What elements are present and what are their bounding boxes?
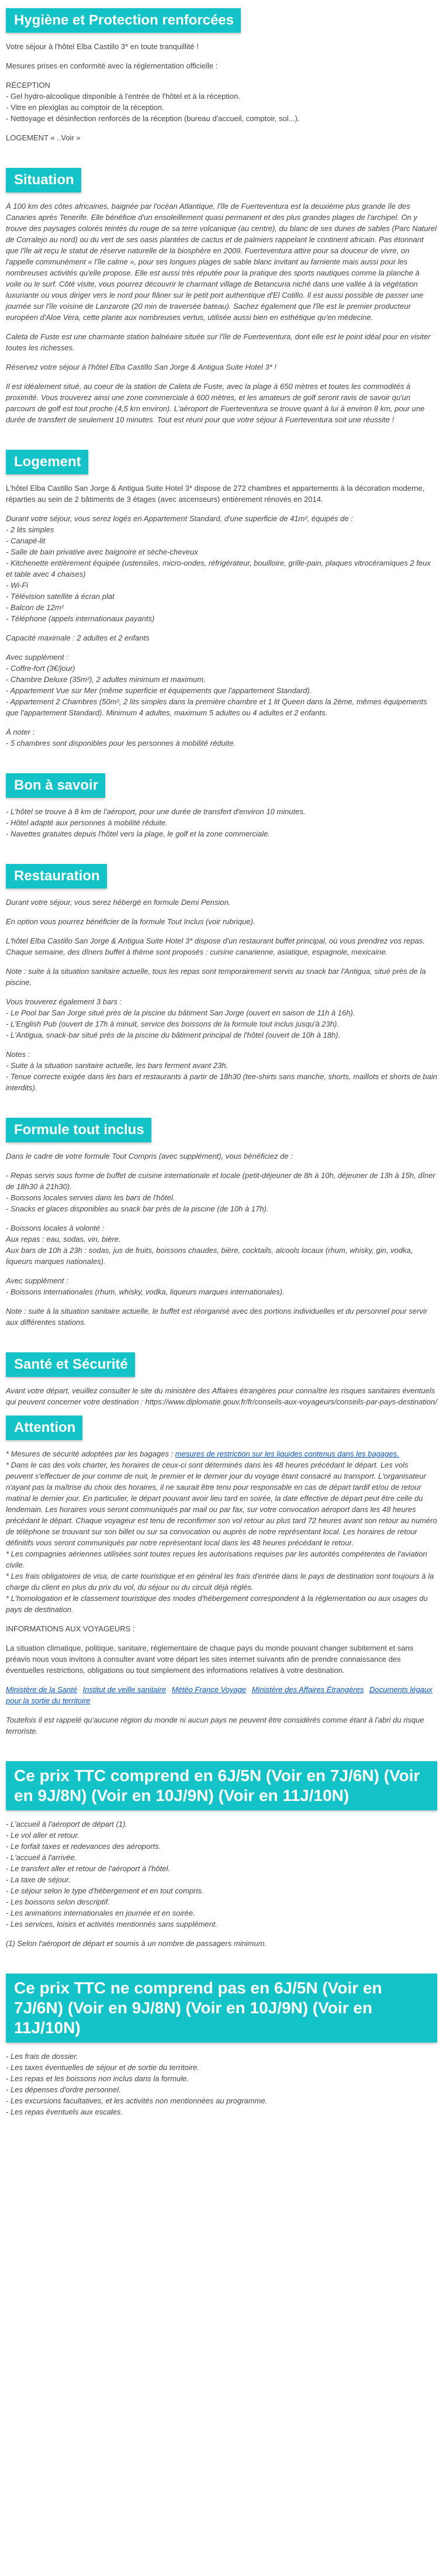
- link-documents-legaux[interactable]: Documents légaux pour la sortie du territoire: [6, 1685, 432, 1705]
- attention-lead: [6, 1448, 437, 1615]
- equipment-item: - Kitchenette entièrement équipée (ustensiles, micro-ondes, réfrigérateur, bouilloire, grille-pain, plaques vitrocéramiques 2 feux et table avec 4 chaises): [6, 559, 431, 578]
- restauration-paragraph: Durant votre séjour, vous serez hébergé en formule Demi Pension.: [6, 898, 231, 907]
- bon-item: - L'hôtel se trouve à 8 km de l'aéroport, pour une durée de transfert d'environ 10 minutes.: [6, 807, 306, 816]
- restauration-notes: [6, 1049, 437, 1093]
- excluded-item: - Les taxes éventuelles de séjour et de sortie du territoire.: [6, 2063, 199, 2072]
- situation-paragraph: À 100 km des côtes africaines, baignée par l'océan Atlantique, l'île de Fuerteventura est la deuxième plus grande île des Canaries après Tenerife. Elle bénéficie d'un ensoleillement quasi permanent et des plus grandes plages de l'archipel. On y trouve des paysages colorés teintés du rouge de sa terre volcanique (au centre), du blanc de ses dunes de sables (Parc Naturel de Corralejo au nord) ou du vert de ses oasis plantées de cactus et de palmiers rappelant le continent africain. Pas étonnant que l'île ait reçu le statut de réserve naturelle de la biosphère en 2009. Fuerteventura attire pour sa douceur de vivre, on l'appelle communément « l'île calme », pour ses longues plages de sable blanc invitant au farniente mais aussi pour les nombreuses activités qu'elle propose. Elle est aussi très réputée pour la pratique des sports nautiques comme la planche à voile ou le surf. Côté visite, vous pourrez découvrir le charmant village de Betancuria niché dans une vallée à la végétation luxuriante ou vous diriger vers le nord pour flâner sur le petit port authentique d'El Cotillo. Il est aussi possible de passer une journée sur l'île voisine de Lanzarote (20 min de traversée bateau). Sachez également que l'île est le premier producteur européen d'Aloe Vera, cette plante aux nombreuses vertus, utilisée aussi bien en esthétique qu'en médecine.: [6, 202, 437, 322]
- formule-drinks: [6, 1222, 437, 1267]
- hygiene-line: - Gel hydro-alcoolique disponible à l'entrée de l'hôtel et à la réception.: [6, 92, 240, 101]
- included-item: - Le vol aller et retour.: [6, 1831, 79, 1840]
- supplement-item: - Boissons internationales (rhum, whisky, vodka, liqueurs marques internationales).: [6, 1287, 285, 1296]
- logement-paragraph: L'hôtel Elba Castillo San Jorge & Antigua Suite Hotel 3* dispose de 272 chambres et appartements à la décoration moderne, réparties au sein de 2 bâtiments de 3 étages (avec ascenseurs) entièrement rénovés en 2014.: [6, 484, 425, 504]
- bar-item: - Le Pool bar San Jorge situé près de la piscine du bâtiment San Jorge (ouvert en saison de 11h à 16h).: [6, 1008, 355, 1017]
- attention-title: Attention: [6, 1416, 82, 1440]
- restauration-paragraph: En option vous pourrez bénéficier de la formule Tout Inclus (voir rubrique).: [6, 917, 255, 926]
- logement-equipment-list: [6, 513, 437, 624]
- included-item: - L'accueil à l'aéroport de départ (1).: [6, 1820, 128, 1828]
- logement-capacity: Capacité maximale : 2 adultes et 2 enfants: [6, 633, 150, 642]
- equipment-item: - Téléphone (appels internationaux payants): [6, 614, 155, 623]
- info-paragraph: La situation climatique, politique, sanitaire, réglementaire de chaque pays du monde pouvant changer subitement et sans préavis nous vous invitons à consulter avant votre départ les sites internet suivants afin de prendre connaissance des éventuelles restrictions, obligations ou tout simplement des informations relatives à votre destination.: [6, 1644, 414, 1675]
- formule-list: [6, 1170, 437, 1214]
- logement-note: [6, 726, 437, 749]
- excluded-item: - Les frais de dossier.: [6, 2052, 78, 2061]
- sante-paragraph: Avant votre départ, veuillez consulter le site du ministère des Affaires étrangères pour connaître les risques sanitaires éventuels qui peuvent concerner votre destination : https://www.diplomatie.gouv.fr/fr/conseils-aux-voyageurs/conseils-par-pays-destination/: [6, 1386, 438, 1406]
- prix-comprend-list: [6, 1819, 437, 1930]
- prix-comprend-title: Ce prix TTC comprend en 6J/5N (Voir en 7J/6N) (Voir en 9J/8N) (Voir en 10J/9N) (Voir en 11J/10N): [6, 1761, 437, 1810]
- equipment-item: - 2 lits simples: [6, 525, 54, 534]
- hygiene-line: - Vitre en plexiglas au comptoir de la réception.: [6, 103, 164, 112]
- attention-paragraph: * L'homologation et le classement touristique des modes d'hébergement correspondent à la réglementation ou aux usages du pays de destination.: [6, 1594, 428, 1614]
- included-item: - Le transfert aller et retour de l'aéroport à l'hôtel.: [6, 1864, 170, 1873]
- situation-paragraph: Caleta de Fuste est une charmante station balnéaire située sur l'île de Fuerteventura, dont elle est le point idéal pour en visiter toutes les richesses.: [6, 332, 431, 352]
- note-item: - 5 chambres sont disponibles pour les personnes à mobilité réduite.: [6, 739, 236, 748]
- included-item: - Les boissons selon descriptif.: [6, 1897, 110, 1906]
- attention-lead-text: * Mesures de sécurité adoptées par les bagages :: [6, 1449, 174, 1458]
- restauration-title: Restauration: [6, 864, 107, 888]
- excluded-item: - Les repas et les boissons non inclus dans la formule.: [6, 2074, 189, 2083]
- formule-title: Formule tout inclus: [6, 1118, 151, 1142]
- included-item: - Les animations internationales en journée et en soirée.: [6, 1909, 195, 1917]
- formule-supplement: [6, 1275, 437, 1297]
- supplement-item: - Coffre-fort (3€/jour): [6, 664, 75, 673]
- link-meteo-france[interactable]: Météo France Voyage: [171, 1685, 247, 1694]
- attention-paragraph: * Dans le cas des vols charter, les horaires de ceux-ci sont déterminés dans les 48 heures précédant le départ. Les vols peuvent s'effectuer de jour comme de nuit, le premier et le dernier jour du voyage étant consacré au transport. L'organisateur n'ayant pas la maîtrise du choix des horaires, il ne saurait être tenu pour responsable en cas de départ tardif et/ou de retour matinal le dernier jour. En particulier, le départ pouvant avoir lieu tard en soirée, la date effective de départ peut être celle du lendemain. Les horaires vous seront communiqués par mail ou par fax, sur votre convocation aéroport dans les 48 heures précédant le départ. Chaque voyageur est tenu de reconfirmer son vol retour au plus tard 72 heures avant son retour au numéro de téléphone se trouvant sur son billet ou sur sa convocation ou auprès de notre représentant local. Les horaires de retour définitifs vous seront communiqués par notre représentant local dans les 48 heures précédant le retour.: [6, 1461, 437, 1547]
- supplement-heading: Avec supplément :: [6, 653, 68, 662]
- formule-note: Note : suite à la situation sanitaire actuelle, le buffet est réorganisé avec des portions individuelles et du personnel pour servir aux différentes stations.: [6, 1307, 428, 1327]
- attention-paragraph: * Les frais obligatoires de visa, de carte touristique et en général les frais d'entrée dans le pays de destination sont toujours à la charge du client en plus du prix du vol, du séjour ou du circuit déjà réglés.: [6, 1572, 434, 1592]
- drinks-item: Aux repas : eau, sodas, vin, bière.: [6, 1235, 121, 1244]
- excluded-item: - Les excursions facultatives, et les activités non mentionnées au programme.: [6, 2096, 268, 2105]
- hygiene-line: - Nettoyage et désinfection renforcés de la réception (bureau d'accueil, comptoir, sol...).: [6, 114, 300, 123]
- restauration-paragraph: Note : suite à la situation sanitaire actuelle, tous les repas sont temporairement servis au snack bar l'Antigua, situé près de la piscine.: [6, 967, 426, 987]
- drinks-heading: - Boissons locales à volonté :: [6, 1224, 105, 1232]
- included-item: - Le forfait taxes et redevances des aéroports.: [6, 1842, 161, 1851]
- equipment-item: - Salle de bain privative avec baignoire et sèche-cheveux: [6, 547, 198, 556]
- restauration-paragraph: L'hôtel Elba Castillo San Jorge & Antigua Suite Hotel 3* dispose d'un restaurant buffet principal, où vous prendrez vos repas. Chaque semaine, des dîners buffet à thème sont proposés : cuisine canarienne, asiatique, espagnole, mexicaine.: [6, 936, 425, 956]
- bar-item: - L'Antigua, snack-bar situé près de la piscine du bâtiment principal de l'hôtel (ouvert de 10h à 18h).: [6, 1031, 341, 1039]
- equipment-item: - Télévision satellite à écran plat: [6, 592, 115, 601]
- logement-title: Logement: [6, 450, 88, 474]
- attention-paragraph: * Les compagnies aériennes utilisées sont toutes reçues les autorisations requises par les autorités compétentes de l'aviation civile.: [6, 1549, 427, 1569]
- prix-ne-comprend-pas-list: [6, 2051, 437, 2117]
- hygiene-title: Hygiène et Protection renforcées: [6, 8, 241, 33]
- hygiene-measures: Mesures prises en conformité avec la réglementation officielle :: [6, 61, 218, 70]
- prix-comprend-note: (1) Selon l'aéroport de départ et soumis à un nombre de passagers minimum.: [6, 1939, 267, 1948]
- sante-title: Santé et Sécurité: [6, 1352, 135, 1377]
- included-item: - Le séjour selon le type d'hébergement et en tout compris.: [6, 1886, 204, 1895]
- bon-item: - Navettes gratuites depuis l'hôtel vers la plage, le golf et la zone commerciale.: [6, 829, 270, 838]
- excluded-item: - Les repas éventuels aux escales.: [6, 2107, 123, 2116]
- hygiene-reception: [6, 80, 437, 124]
- note-item: - Suite à la situation sanitaire actuelle, les bars ferment avant 23h.: [6, 1061, 229, 1070]
- supplement-item: - Appartement 2 Chambres (50m², 2 lits simples dans la première chambre et 1 lit Queen dans la 2ème, mêmes équipements que l'appartement Standard). Minimum 4 adultes, maximum 5 adultes ou 4 adultes et 2 enfants.: [6, 697, 427, 717]
- info-links: [6, 1684, 437, 1706]
- formule-item: - Repas servis sous forme de buffet de cuisine internationale et locale (petit-déjeuner de 8h à 10h, déjeuner de 13h à 15h, dîner de 18h30 à 21h30).: [6, 1171, 435, 1191]
- formule-item: - Boissons locales servies dans les bars de l'hôtel.: [6, 1193, 175, 1202]
- link-affaires-etrangeres[interactable]: Ministère des Affaires Étrangères: [251, 1685, 364, 1694]
- situation-title: Situation: [6, 168, 81, 192]
- situation-paragraph: Réservez votre séjour à l'hôtel Elba Castillo San Jorge & Antigua Suite Hotel 3* !: [6, 363, 277, 371]
- logement-supplements: [6, 652, 437, 718]
- bar-item: - L'English Pub (ouvert de 17h à minuit, service des boissons de la formule tout inclus jusqu'à 23h).: [6, 1020, 340, 1028]
- notes-heading: Notes :: [6, 1050, 30, 1059]
- bon-item: - Hôtel adapté aux personnes à mobilité réduite.: [6, 818, 168, 827]
- drinks-item: Aux bars de 10h à 23h : sodas, jus de fruits, boissons chaudes, bière, cocktails, alcools locaux (rhum, whisky, gin, vodka, liqueurs marques nationales).: [6, 1246, 413, 1266]
- formule-item: - Snacks et glaces disponibles au snack bar près de la piscine (de 10h à 17h).: [6, 1204, 269, 1213]
- situation-paragraph: Il est idéalement situé, au coeur de la station de Caleta de Fuste, avec la plage à 650 mètres et toutes les commodités à proximité. Vous trouverez ainsi une zone commerciale à 600 mètres, et les amateurs de golf seront ravis de savoir qu'un parcours de golf est tout proche (4,5 km environ). L'aéroport de Fuerteventura se trouve quant à lui à environ 8 km, pour une durée de transfert de seulement 10 minutes. Tout est réuni pour que votre séjour à Fuerteventura soit une réussite !: [6, 382, 425, 424]
- bars-heading: Vous trouverez également 3 bars :: [6, 997, 122, 1006]
- link-ministere-sante[interactable]: Ministère de la Santé: [6, 1685, 78, 1694]
- bon-a-savoir-title: Bon à savoir: [6, 773, 105, 798]
- bon-a-savoir-list: [6, 806, 437, 839]
- equipment-item: - Balcon de 12m²: [6, 603, 64, 612]
- included-item: - La taxe de séjour.: [6, 1875, 71, 1884]
- supplement-item: - Chambre Deluxe (35m²), 2 adultes minimum et maximum.: [6, 675, 206, 684]
- included-item: - L'accueil à l'arrivée.: [6, 1853, 77, 1862]
- link-veille-sanitaire[interactable]: Institut de veille sanitaire: [82, 1685, 167, 1694]
- supplement-heading: Avec supplément :: [6, 1276, 68, 1285]
- info-heading: INFORMATIONS AUX VOYAGEURS :: [6, 1624, 135, 1633]
- reception-heading: RÉCEPTION: [6, 81, 50, 89]
- equipment-intro: Durant votre séjour, vous serez logés en Appartement Standard, d'une superficie de 41m², équipés de :: [6, 514, 353, 523]
- liquids-restriction-link[interactable]: mesures de restriction sur les liquides contenus dans les bagages.: [175, 1449, 399, 1458]
- equipment-item: - Wi-Fi: [6, 581, 29, 590]
- hygiene-logement: LOGEMENT « ..Voir »: [6, 133, 81, 142]
- hygiene-intro: Votre séjour à l'hôtel Elba Castillo 3* en toute tranquillité !: [6, 42, 199, 51]
- attention-outro: Toutefois il est rappelé qu'aucune région du monde ni aucun pays ne peuvent être considérés comme étant à l'abri du risque terroriste.: [6, 1716, 424, 1735]
- bars-list: [6, 996, 437, 1041]
- included-item: - Les services, loisirs et activités mentionnés sans supplément.: [6, 1920, 217, 1928]
- excluded-item: - Les dépenses d'ordre personnel.: [6, 2085, 121, 2094]
- note-item: - Tenue correcte exigée dans les bars et restaurants à partir de 18h30 (tee-shirts sans manche, shorts, maillots et shorts de bain interdits).: [6, 1072, 438, 1092]
- formule-intro: Dans le cadre de votre formule Tout Compris (avec supplément), vous bénéficiez de :: [6, 1152, 293, 1160]
- equipment-item: - Canapé-lit: [6, 536, 46, 545]
- supplement-item: - Appartement Vue sur Mer (même superficie et équipements que l'appartement Standard).: [6, 686, 312, 695]
- note-heading: À noter :: [6, 728, 35, 736]
- prix-ne-comprend-pas-title: Ce prix TTC ne comprend pas en 6J/5N (Voir en 7J/6N) (Voir en 9J/8N) (Voir en 10J/9N) (Voir en 11J/10N): [6, 1974, 437, 2043]
